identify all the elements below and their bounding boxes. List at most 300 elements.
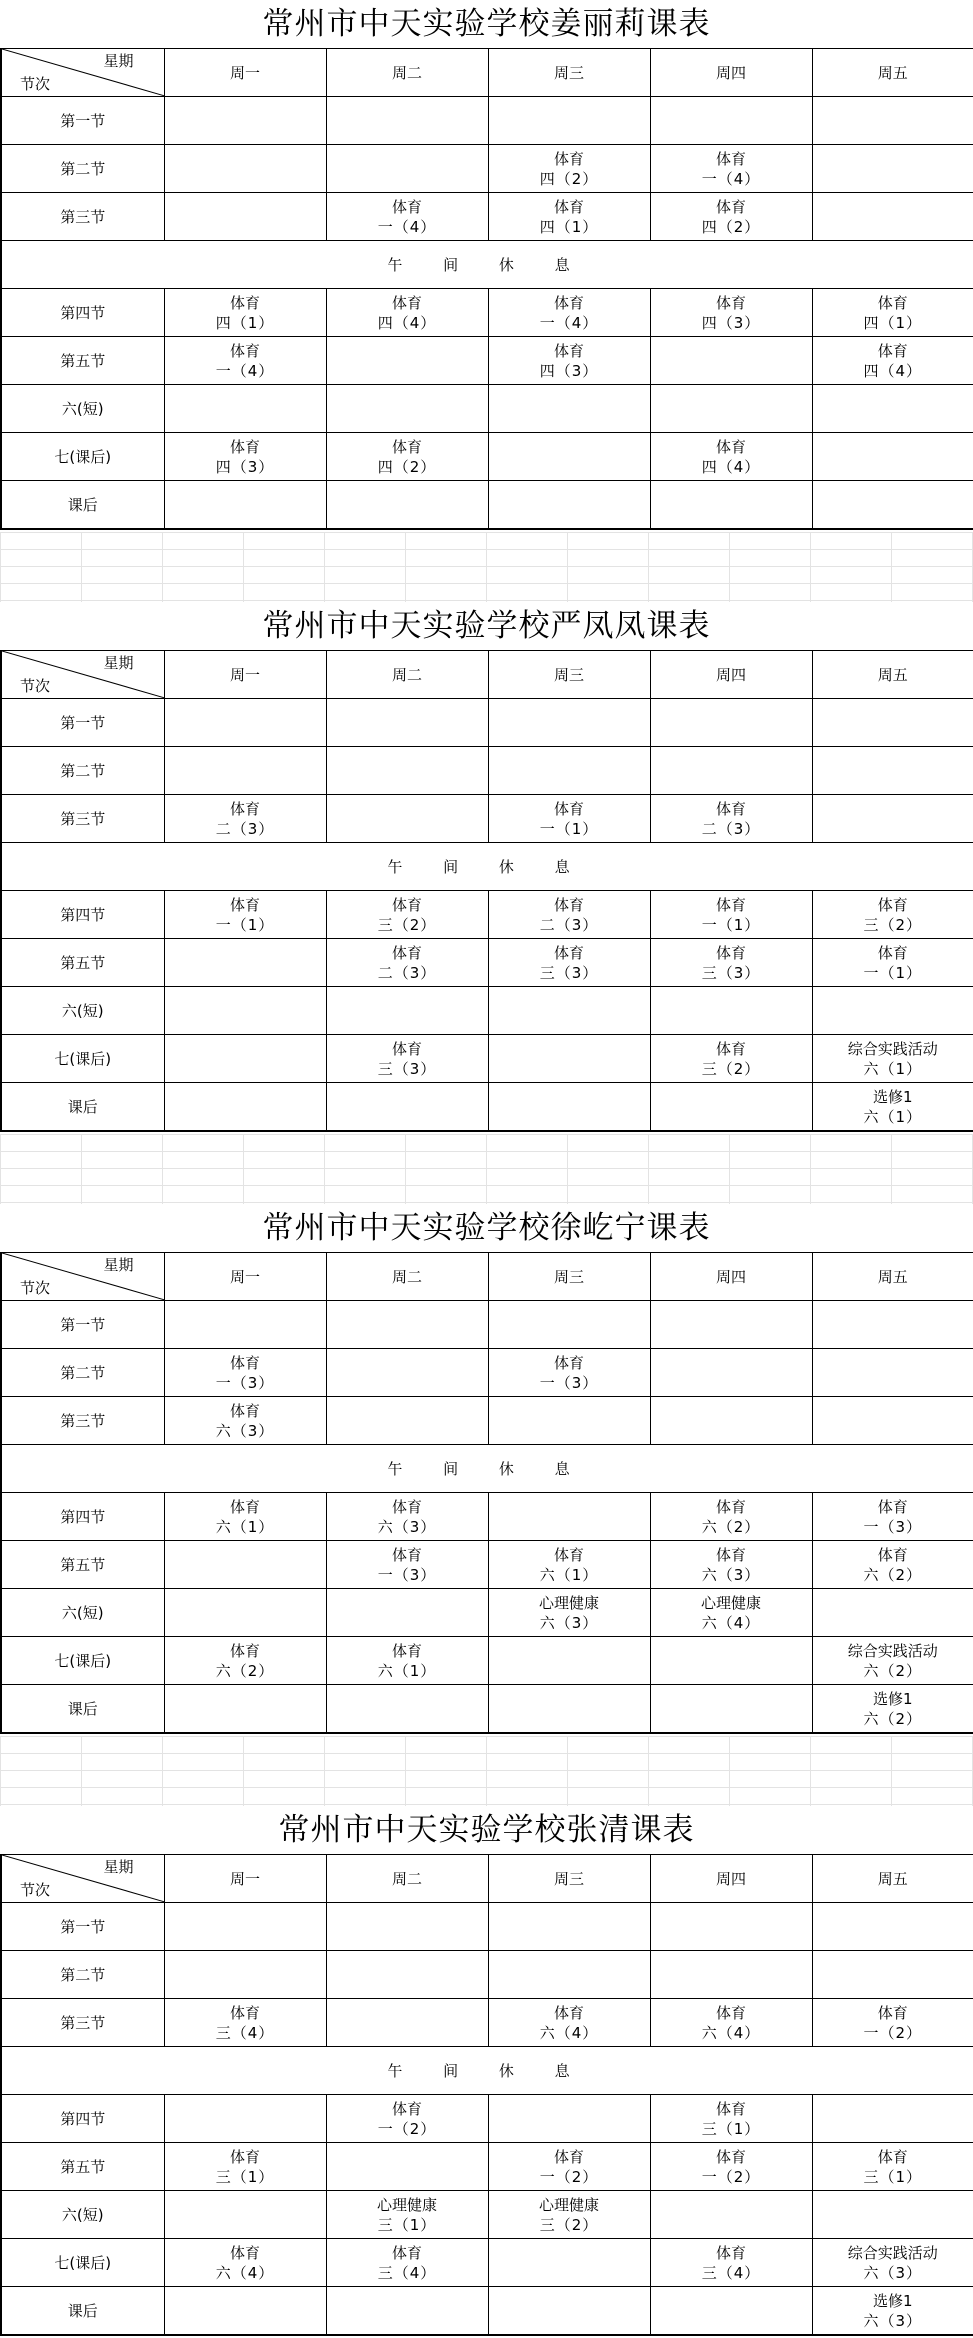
period-name: 第一节 (1, 699, 164, 747)
lesson-class: 六（1） (813, 1107, 973, 1127)
empty-cell (650, 1397, 812, 1445)
lunch-break-label: 午 间 休 息 (1, 2047, 973, 2095)
empty-cell (812, 699, 973, 747)
lesson-subject: 体育 (165, 2243, 326, 2263)
lesson-cell (164, 2143, 326, 2191)
lesson-class: 六（1） (165, 1517, 326, 1537)
lesson-cell (488, 1999, 650, 2047)
period-row (1, 97, 973, 145)
empty-cell (326, 1301, 488, 1349)
lesson-cell (326, 939, 488, 987)
lesson-class: 一（2） (489, 2167, 650, 2187)
lesson-subject: 体育 (651, 197, 812, 217)
lesson-subject: 体育 (165, 1641, 326, 1661)
period-name: 七(课后) (1, 1637, 164, 1685)
empty-cell (488, 1903, 650, 1951)
day-header: 周五 (812, 1253, 973, 1301)
lesson-cell (812, 1083, 973, 1132)
empty-cell (164, 1903, 326, 1951)
lesson-subject: 体育 (489, 2003, 650, 2023)
period-row (1, 891, 973, 939)
empty-cell (812, 987, 973, 1035)
empty-cell (812, 385, 973, 433)
lesson-cell (326, 1035, 488, 1083)
period-row (1, 2287, 973, 2336)
period-row (1, 2095, 973, 2143)
empty-cell (164, 2287, 326, 2336)
empty-cell (164, 145, 326, 193)
lunch-break-label: 午 间 休 息 (1, 241, 973, 289)
lesson-cell (326, 1637, 488, 1685)
lesson-subject: 体育 (489, 943, 650, 963)
period-row (1, 2191, 973, 2239)
lesson-class: 六（2） (813, 1565, 973, 1585)
period-name: 第二节 (1, 1349, 164, 1397)
lesson-cell (650, 1999, 812, 2047)
day-header: 周一 (164, 1855, 326, 1903)
lesson-class: 六（3） (165, 1421, 326, 1441)
lesson-subject: 心理健康 (651, 1593, 812, 1613)
lesson-cell (812, 2143, 973, 2191)
period-name: 第四节 (1, 2095, 164, 2143)
lunch-break-label: 午 间 休 息 (1, 843, 973, 891)
lesson-cell (488, 289, 650, 337)
lesson-class: 三（3） (489, 963, 650, 983)
lesson-cell (812, 1493, 973, 1541)
timetable (0, 650, 973, 1132)
empty-cell (812, 1903, 973, 1951)
lesson-class: 一（1） (165, 915, 326, 935)
lesson-class: 六（3） (651, 1565, 812, 1585)
empty-cell (164, 699, 326, 747)
empty-cell (488, 385, 650, 433)
lesson-cell (650, 193, 812, 241)
period-name: 第一节 (1, 1301, 164, 1349)
lesson-cell (650, 939, 812, 987)
period-name: 第二节 (1, 1951, 164, 1999)
lesson-subject: 体育 (327, 1545, 488, 1565)
day-header: 周四 (650, 651, 812, 699)
lesson-class: 三（2） (327, 915, 488, 935)
lesson-subject: 体育 (165, 2147, 326, 2167)
lesson-subject: 体育 (165, 895, 326, 915)
lesson-class: 一（2） (651, 2167, 812, 2187)
day-header: 周二 (326, 1855, 488, 1903)
lesson-cell (326, 289, 488, 337)
lesson-subject: 体育 (651, 2099, 812, 2119)
lesson-cell (812, 289, 973, 337)
lesson-cell (164, 1637, 326, 1685)
period-name: 六(短) (1, 987, 164, 1035)
period-name: 六(短) (1, 1589, 164, 1637)
lunch-row (1, 1445, 973, 1493)
period-row (1, 145, 973, 193)
empty-cell (326, 699, 488, 747)
lesson-subject: 体育 (651, 1039, 812, 1059)
lesson-cell (812, 337, 973, 385)
lesson-class: 六（3） (489, 1613, 650, 1633)
lesson-cell (650, 2095, 812, 2143)
empty-cell (488, 1493, 650, 1541)
lesson-class: 六（1） (327, 1661, 488, 1681)
lesson-subject: 综合实践活动 (813, 2243, 973, 2263)
period-row (1, 433, 973, 481)
lesson-class: 六（3） (327, 1517, 488, 1537)
period-row (1, 1903, 973, 1951)
lesson-cell (164, 1493, 326, 1541)
gridline-gap (0, 532, 973, 602)
period-row (1, 939, 973, 987)
lesson-subject: 体育 (651, 437, 812, 457)
schedule-title: 常州市中天实验学校徐屹宁课表 (0, 1204, 973, 1252)
empty-cell (650, 481, 812, 530)
lesson-cell (650, 2143, 812, 2191)
lesson-class: 三（4） (165, 2023, 326, 2043)
lesson-class: 一（1） (651, 915, 812, 935)
period-name: 课后 (1, 1083, 164, 1132)
day-header: 周四 (650, 1253, 812, 1301)
empty-cell (488, 747, 650, 795)
day-header: 周一 (164, 1253, 326, 1301)
empty-cell (164, 481, 326, 530)
period-row (1, 193, 973, 241)
empty-cell (326, 2287, 488, 2336)
lesson-class: 六（4） (165, 2263, 326, 2283)
lesson-cell (812, 1999, 973, 2047)
lesson-cell (326, 891, 488, 939)
empty-cell (164, 987, 326, 1035)
lesson-class: 一（4） (651, 169, 812, 189)
lesson-class: 二（3） (651, 819, 812, 839)
empty-cell (650, 1903, 812, 1951)
lesson-cell (812, 939, 973, 987)
period-name: 第三节 (1, 1999, 164, 2047)
lesson-cell (488, 1541, 650, 1589)
lesson-class: 六（4） (651, 1613, 812, 1633)
empty-cell (326, 1083, 488, 1132)
lesson-cell (164, 433, 326, 481)
timetable (0, 1854, 973, 2336)
lesson-class: 四（3） (165, 457, 326, 477)
empty-cell (164, 1685, 326, 1734)
empty-cell (650, 1685, 812, 1734)
period-row (1, 1083, 973, 1132)
period-name: 六(短) (1, 2191, 164, 2239)
period-name: 第五节 (1, 939, 164, 987)
empty-cell (164, 747, 326, 795)
lesson-subject: 体育 (327, 1497, 488, 1517)
lesson-class: 三（1） (165, 2167, 326, 2187)
lesson-cell (164, 795, 326, 843)
empty-cell (812, 481, 973, 530)
day-header: 周一 (164, 651, 326, 699)
empty-cell (488, 433, 650, 481)
lesson-cell (164, 1999, 326, 2047)
lesson-subject: 体育 (489, 149, 650, 169)
lesson-class: 六（2） (813, 1709, 973, 1729)
lesson-class: 六（3） (813, 2263, 973, 2283)
lesson-cell (164, 289, 326, 337)
lesson-cell (650, 1589, 812, 1637)
lesson-class: 三（2） (651, 1059, 812, 1079)
lesson-subject: 体育 (489, 341, 650, 361)
lesson-subject: 体育 (165, 341, 326, 361)
period-row (1, 1035, 973, 1083)
empty-cell (650, 747, 812, 795)
lesson-class: 三（1） (651, 2119, 812, 2139)
lesson-cell (812, 1541, 973, 1589)
empty-cell (488, 1083, 650, 1132)
lesson-class: 四（2） (489, 169, 650, 189)
period-row (1, 1685, 973, 1734)
empty-cell (164, 385, 326, 433)
lesson-class: 四（3） (489, 361, 650, 381)
lesson-subject: 体育 (651, 1497, 812, 1517)
schedule-block (0, 1806, 973, 2338)
lesson-cell (488, 939, 650, 987)
day-header: 周五 (812, 651, 973, 699)
lesson-class: 三（1） (813, 2167, 973, 2187)
lesson-class: 四（2） (651, 217, 812, 237)
empty-cell (488, 1685, 650, 1734)
lesson-subject: 体育 (651, 943, 812, 963)
lesson-class: 一（3） (813, 1517, 973, 1537)
lesson-cell (812, 2239, 973, 2287)
lunch-row (1, 2047, 973, 2095)
lesson-cell (326, 433, 488, 481)
empty-cell (812, 747, 973, 795)
empty-cell (812, 1951, 973, 1999)
period-row (1, 1541, 973, 1589)
empty-cell (326, 1349, 488, 1397)
lesson-class: 四（1） (165, 313, 326, 333)
period-row (1, 2143, 973, 2191)
empty-cell (488, 1035, 650, 1083)
empty-cell (164, 97, 326, 145)
week-label: 星期 (103, 653, 133, 673)
lesson-class: 二（3） (165, 819, 326, 839)
lesson-subject: 体育 (327, 1039, 488, 1059)
empty-cell (164, 1035, 326, 1083)
lesson-class: 四（2） (327, 457, 488, 477)
lesson-subject: 心理健康 (327, 2195, 488, 2215)
empty-cell (488, 1397, 650, 1445)
period-row (1, 1349, 973, 1397)
period-name: 七(课后) (1, 433, 164, 481)
day-header: 周三 (488, 49, 650, 97)
lesson-subject: 体育 (813, 293, 973, 313)
period-row (1, 337, 973, 385)
period-label: 节次 (20, 1278, 50, 1298)
empty-cell (488, 2239, 650, 2287)
lesson-class: 四（4） (327, 313, 488, 333)
lesson-subject: 体育 (327, 197, 488, 217)
lunch-row (1, 843, 973, 891)
empty-cell (326, 1999, 488, 2047)
lesson-class: 一（3） (489, 1373, 650, 1393)
lesson-subject: 体育 (651, 799, 812, 819)
empty-cell (326, 1685, 488, 1734)
empty-cell (650, 699, 812, 747)
period-name: 第二节 (1, 747, 164, 795)
lesson-subject: 选修1 (813, 2291, 973, 2311)
empty-cell (812, 2095, 973, 2143)
period-row (1, 289, 973, 337)
lesson-cell (488, 1349, 650, 1397)
period-name: 第四节 (1, 289, 164, 337)
empty-cell (326, 1903, 488, 1951)
lesson-subject: 选修1 (813, 1689, 973, 1709)
schedule-title: 常州市中天实验学校姜丽莉课表 (0, 0, 973, 48)
period-row (1, 987, 973, 1035)
lesson-subject: 体育 (813, 341, 973, 361)
empty-cell (326, 1589, 488, 1637)
lesson-subject: 体育 (165, 1497, 326, 1517)
empty-cell (488, 1951, 650, 1999)
period-row (1, 2239, 973, 2287)
empty-cell (488, 481, 650, 530)
period-row (1, 1637, 973, 1685)
lesson-cell (164, 337, 326, 385)
empty-cell (650, 2287, 812, 2336)
lesson-class: 二（3） (327, 963, 488, 983)
day-header: 周四 (650, 49, 812, 97)
lesson-cell (650, 795, 812, 843)
lesson-class: 一（2） (327, 2119, 488, 2139)
lesson-class: 二（3） (489, 915, 650, 935)
lesson-subject: 体育 (489, 2147, 650, 2167)
empty-cell (164, 1951, 326, 1999)
lesson-subject: 体育 (489, 197, 650, 217)
empty-cell (812, 97, 973, 145)
period-row (1, 1397, 973, 1445)
empty-cell (650, 2191, 812, 2239)
day-header: 周三 (488, 651, 650, 699)
empty-cell (488, 97, 650, 145)
period-name: 第一节 (1, 1903, 164, 1951)
lesson-cell (812, 1637, 973, 1685)
lesson-cell (650, 145, 812, 193)
empty-cell (650, 1637, 812, 1685)
empty-cell (326, 987, 488, 1035)
lesson-cell (326, 2239, 488, 2287)
gridline-gap (0, 1134, 973, 1204)
period-row (1, 1493, 973, 1541)
period-row (1, 1951, 973, 1999)
lesson-subject: 体育 (165, 437, 326, 457)
period-name: 七(课后) (1, 1035, 164, 1083)
lesson-subject: 体育 (327, 437, 488, 457)
empty-cell (488, 1301, 650, 1349)
day-header: 周三 (488, 1855, 650, 1903)
lesson-cell (488, 337, 650, 385)
lesson-cell (650, 1035, 812, 1083)
lesson-subject: 心理健康 (489, 2195, 650, 2215)
day-header: 周二 (326, 49, 488, 97)
empty-cell (326, 97, 488, 145)
empty-cell (812, 2191, 973, 2239)
lesson-class: 六（2） (813, 1661, 973, 1681)
timetable (0, 1252, 973, 1734)
lesson-subject: 体育 (165, 1401, 326, 1421)
lesson-subject: 体育 (813, 1497, 973, 1517)
lesson-subject: 体育 (651, 1545, 812, 1565)
period-name: 六(短) (1, 385, 164, 433)
lesson-class: 六（4） (651, 2023, 812, 2043)
lesson-subject: 体育 (489, 1353, 650, 1373)
day-header: 周一 (164, 49, 326, 97)
header-corner (1, 651, 164, 699)
timetable (0, 48, 973, 530)
lesson-cell (326, 1541, 488, 1589)
lesson-subject: 体育 (651, 895, 812, 915)
lesson-class: 四（3） (651, 313, 812, 333)
lesson-subject: 体育 (165, 799, 326, 819)
schedule-title: 常州市中天实验学校严凤凤课表 (0, 602, 973, 650)
lesson-cell (488, 1589, 650, 1637)
empty-cell (812, 145, 973, 193)
lesson-class: 六（1） (813, 1059, 973, 1079)
empty-cell (164, 1541, 326, 1589)
empty-cell (650, 385, 812, 433)
week-label: 星期 (103, 1857, 133, 1877)
period-row (1, 1301, 973, 1349)
lesson-subject: 体育 (651, 293, 812, 313)
day-header: 周四 (650, 1855, 812, 1903)
day-header: 周五 (812, 1855, 973, 1903)
empty-cell (650, 337, 812, 385)
header-row (1, 651, 973, 699)
empty-cell (164, 939, 326, 987)
empty-cell (812, 1349, 973, 1397)
lesson-class: 六（2） (165, 1661, 326, 1681)
lesson-class: 六（2） (651, 1517, 812, 1537)
lesson-cell (812, 1685, 973, 1734)
period-label: 节次 (20, 74, 50, 94)
lesson-class: 三（2） (813, 915, 973, 935)
header-corner (1, 1253, 164, 1301)
lesson-class: 三（2） (489, 2215, 650, 2235)
header-corner (1, 1855, 164, 1903)
lesson-subject: 体育 (327, 943, 488, 963)
period-row (1, 795, 973, 843)
empty-cell (326, 1397, 488, 1445)
empty-cell (650, 987, 812, 1035)
lesson-class: 四（1） (813, 313, 973, 333)
lesson-subject: 体育 (651, 2243, 812, 2263)
lesson-subject: 体育 (813, 895, 973, 915)
empty-cell (650, 1083, 812, 1132)
period-name: 课后 (1, 481, 164, 530)
lesson-subject: 体育 (813, 2003, 973, 2023)
period-row (1, 699, 973, 747)
period-name: 七(课后) (1, 2239, 164, 2287)
lesson-cell (164, 1397, 326, 1445)
empty-cell (488, 2095, 650, 2143)
period-name: 第三节 (1, 1397, 164, 1445)
lesson-subject: 综合实践活动 (813, 1039, 973, 1059)
period-name: 第五节 (1, 2143, 164, 2191)
header-corner (1, 49, 164, 97)
lesson-subject: 综合实践活动 (813, 1641, 973, 1661)
lesson-subject: 体育 (327, 895, 488, 915)
week-label: 星期 (103, 51, 133, 71)
lesson-subject: 体育 (813, 943, 973, 963)
lesson-cell (164, 2239, 326, 2287)
period-name: 第三节 (1, 193, 164, 241)
lesson-class: 三（3） (327, 1059, 488, 1079)
empty-cell (326, 747, 488, 795)
